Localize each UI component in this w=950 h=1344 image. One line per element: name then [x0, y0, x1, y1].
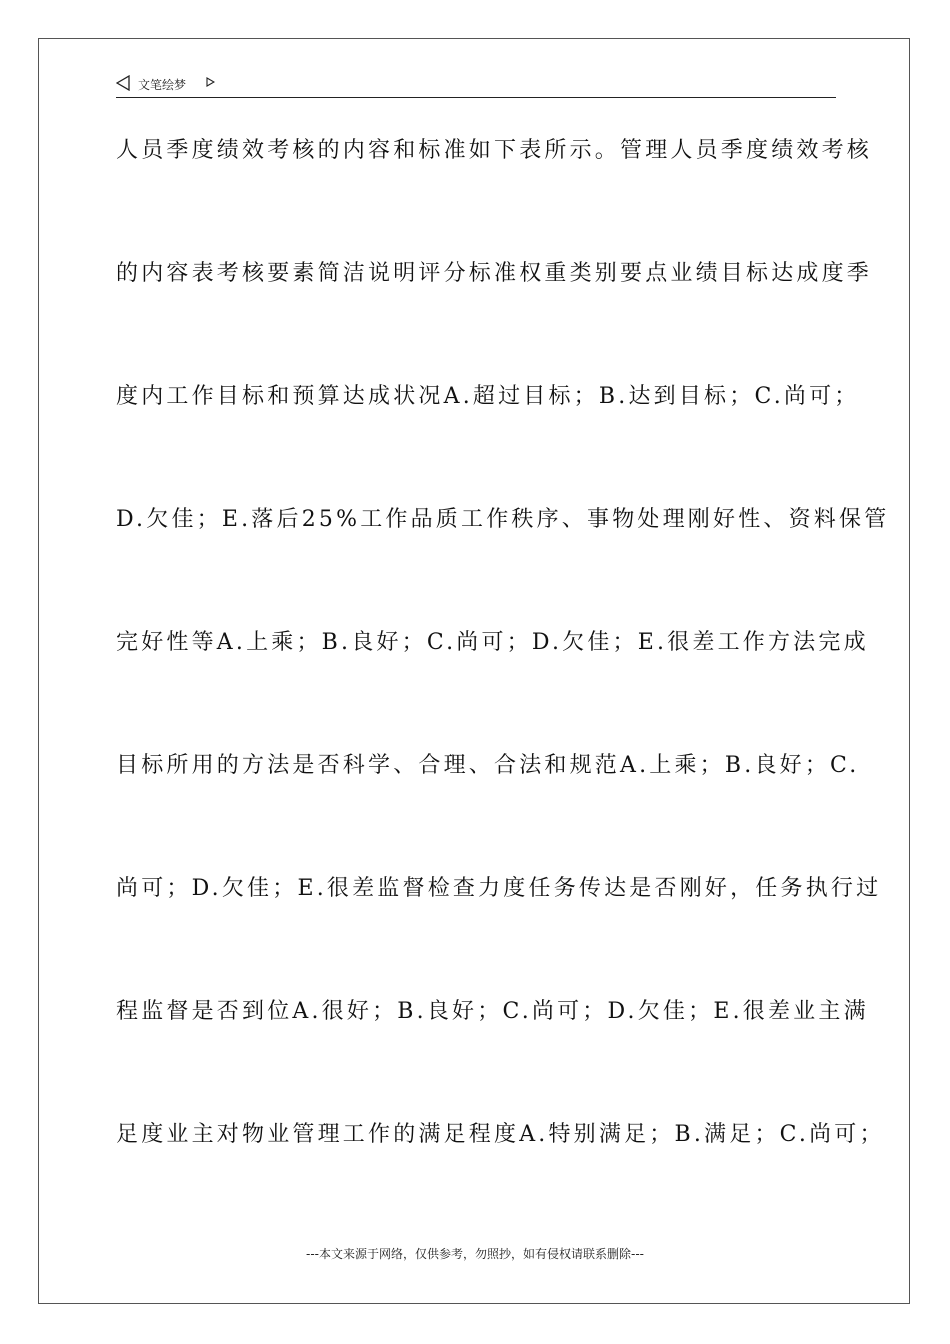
triangle-left-outline-icon	[116, 75, 130, 91]
body-text-line: D.欠佳；E.落后25%工作品质工作秩序、事物处理刚好性、资料保管	[116, 507, 890, 532]
triangle-right-outline-icon	[206, 77, 215, 87]
body-text-line: 的内容表考核要素简洁说明评分标准权重类别要点业绩目标达成度季	[116, 261, 873, 286]
body-text-line: 程监督是否到位A.很好；B.良好；C.尚可；D.欠佳；E.很差业主满	[116, 999, 869, 1024]
body-text-line: 人员季度绩效考核的内容和标准如下表所示。管理人员季度绩效考核	[116, 138, 873, 163]
body-text-line: 目标所用的方法是否科学、合理、合法和规范A.上乘；B.良好；C.	[116, 753, 860, 778]
body-text-line: 度内工作目标和预算达成状况A.超过目标；B.达到目标；C.尚可；	[116, 384, 860, 409]
body-text-line: 足度业主对物业管理工作的满足程度A.特别满足；B.满足；C.尚可；	[116, 1122, 885, 1147]
body-text-line: 完好性等A.上乘；B.良好；C.尚可；D.欠佳；E.很差工作方法完成	[116, 630, 869, 655]
document-body	[116, 128, 890, 1235]
page-footer: ---本文来源于网络，仅供参考，勿照抄，如有侵权请联系删除---	[306, 1247, 644, 1261]
body-text-line: 尚可；D.欠佳；E.很差监督检查力度任务传达是否刚好，任务执行过	[116, 876, 882, 901]
header-title: 文笔绘梦	[138, 78, 187, 92]
page-header	[116, 72, 836, 98]
